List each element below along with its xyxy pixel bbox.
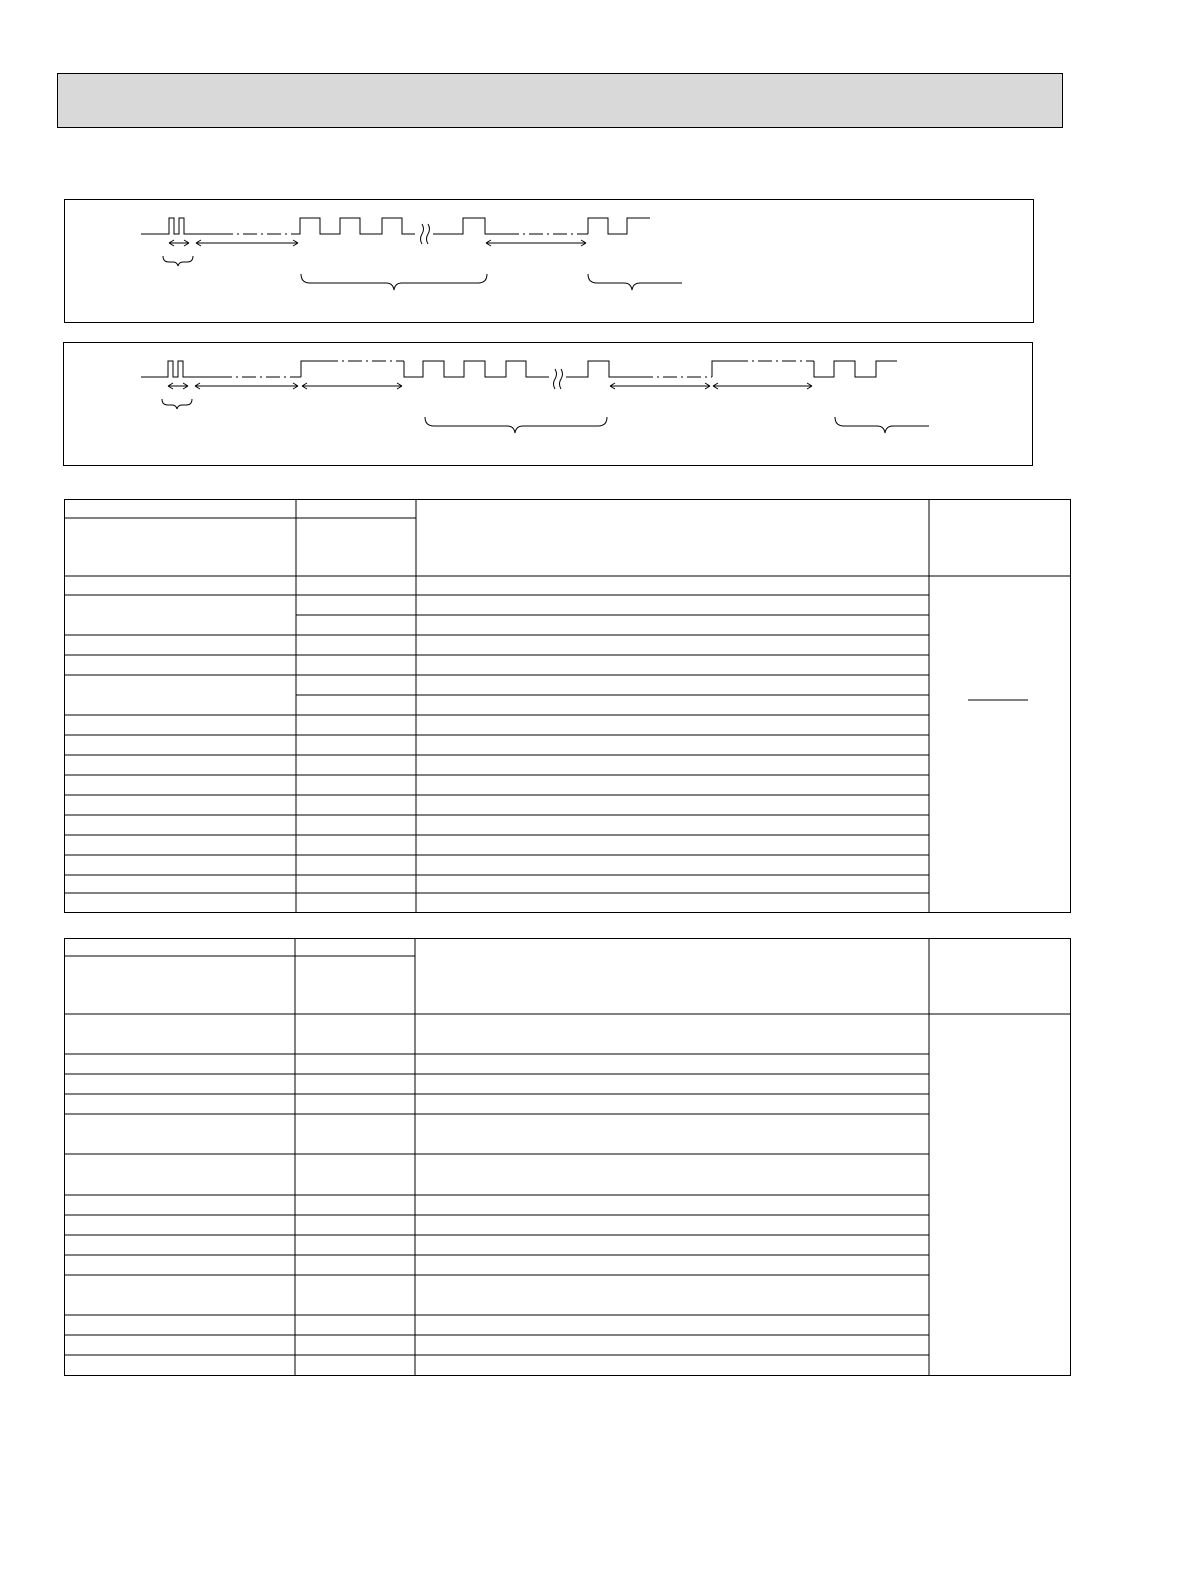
data-table-1	[64, 499, 1071, 913]
waveform-2-brace-data	[425, 417, 607, 433]
table-1-grid	[64, 499, 1071, 913]
waveform-1-start-pulses	[141, 218, 219, 234]
waveform-2-data-pulses-2	[566, 361, 639, 377]
waveform-2-rise-2	[712, 361, 734, 377]
table-2-border	[65, 939, 1071, 1376]
waveform-1-data-pulses	[299, 218, 415, 234]
waveform-2-data-pulses	[404, 361, 549, 377]
waveform-1-svg	[65, 200, 1035, 324]
table-1-border	[65, 500, 1071, 913]
table-2-grid	[64, 938, 1071, 1376]
data-table-2	[64, 938, 1071, 1376]
section-header-bar	[57, 73, 1063, 128]
waveform-2-start-pulses	[141, 361, 218, 377]
section-header-title	[58, 74, 1062, 106]
waveform-2-rise	[301, 361, 324, 377]
waveform-1-brace-end	[588, 274, 682, 290]
waveform-1-break-mark	[421, 224, 430, 244]
signal-diagram-1	[64, 199, 1034, 323]
signal-diagram-2	[63, 342, 1033, 466]
waveform-2-svg	[64, 343, 1034, 467]
waveform-2-end-pulses	[814, 361, 897, 377]
waveform-2-brace-end	[835, 417, 929, 433]
waveform-1-brace-data	[301, 274, 487, 290]
waveform-2-break-mark	[554, 369, 563, 389]
waveform-1-brace-small	[163, 256, 193, 266]
waveform-2-brace-small	[162, 399, 192, 409]
waveform-1-end-pulses	[588, 218, 650, 234]
waveform-1-data-pulses-2	[433, 218, 505, 234]
